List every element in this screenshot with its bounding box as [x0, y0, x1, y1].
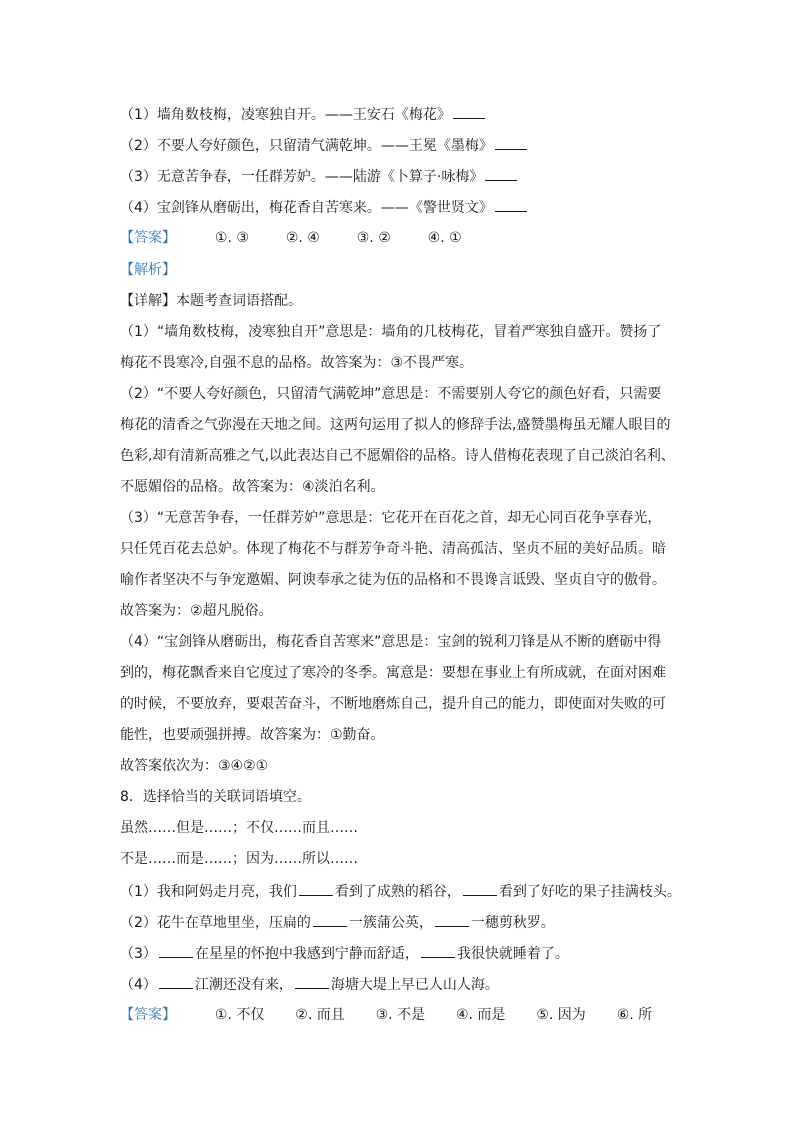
- explanation-line: 不愿媚俗的品格。故答案为：④淡泊名利。: [120, 479, 385, 495]
- answer-blank: [495, 135, 527, 150]
- matching-item-4: （4）宝剑锋从磨砺出，梅花香自苦寒来。——《警世贤文》: [120, 197, 527, 217]
- explanation-line: 梅花的清香之气弥漫在天地之间。这两句运用了拟人的修辞手法,盛赞墨梅虽无耀人眼目的: [120, 417, 671, 433]
- answer-blank: [313, 912, 347, 927]
- matching-item-1: （1）墙角数枝梅，凌寒独自开。——王安石《梅花》: [120, 104, 485, 124]
- fill-item-1: （1）我和阿妈走月亮，我们 看到了成熟的稻谷， 看到了好吃的果子挂满枝头。: [120, 881, 681, 901]
- conjunction-options: 虽然……但是……；不仅……而且……: [120, 820, 358, 836]
- explanation-line: 色彩,却有清新高雅之气,以此表达自己不愿媚俗的品格。诗人借梅花表现了自己淡泊名利、: [120, 448, 675, 464]
- explanation-line: （4）“宝剑锋从磨砺出，梅花香自苦寒来”意思是：宝剑的锐利刀锋是从不断的磨砺中得: [120, 634, 662, 650]
- detail-heading: 【详解】本题考查词语搭配。: [120, 293, 302, 309]
- analysis-heading: 【解析】: [120, 262, 176, 278]
- answer-row-1: [120, 229, 462, 247]
- matching-item-2: （2）不要人夸好颜色，只留清气满乾坤。——王冕《墨梅》: [120, 135, 527, 155]
- answer-blank: [299, 881, 333, 896]
- answer-tag: 【答案】: [120, 230, 176, 246]
- explanation-line: 能性，也要顽强拼搏。故答案为：①勤奋。: [120, 727, 385, 743]
- answer-blank: [295, 974, 329, 989]
- explanation-line: （2）“不要人夸好颜色，只留清气满乾坤”意思是：不需要别人夸它的颜色好看，只需要: [120, 386, 662, 402]
- answer-row-2: [120, 1006, 652, 1024]
- explanation-line: 只任凭百花去总妒。体现了梅花不与群芳争奇斗艳、清高孤洁、坚贞不屈的美好品质。暗: [120, 541, 666, 557]
- explanation-line: 到的，梅花飘香来自它度过了寒冷的冬季。寓意是：要想在事业上有所成就，在面对困难: [120, 665, 666, 681]
- answer-item: ④. 而是: [455, 1007, 506, 1023]
- answer-item: ③. ②: [356, 230, 391, 246]
- explanation-line: 的时候，不要放弃，要艰苦奋斗，不断地磨炼自己，提升自己的能力，即使面对失败的可: [120, 696, 666, 712]
- matching-item-3: （3）无意苦争春，一任群芳妒。——陆游《卜算子·咏梅》: [120, 166, 517, 186]
- answer-blank: [159, 943, 193, 958]
- answer-blank: [495, 197, 527, 212]
- explanation-line: （3）“无意苦争春，一任群芳妒”意思是：它花开在百花之首，却无心同百花争享春光，: [120, 510, 662, 526]
- conjunction-options: 不是……而是……；因为……所以……: [120, 851, 358, 867]
- fill-item-4: （4） 江潮还没有来， 海塘大堤上早已人山人海。: [120, 974, 499, 994]
- summary-line: 故答案依次为：③④②①: [120, 758, 269, 774]
- answer-item: ⑤. 因为: [536, 1007, 586, 1023]
- explanation-line: （1）“墙角数枝梅，凌寒独自开”意思是：墙角的几枝梅花，冒着严寒独自盛开。赞扬了: [120, 324, 662, 340]
- answer-blank: [435, 912, 469, 927]
- answer-blank: [453, 104, 485, 119]
- answer-blank: [421, 943, 455, 958]
- answer-item: ④. ①: [427, 230, 462, 246]
- answer-blank: [485, 166, 517, 181]
- answer-item: ①. ③: [214, 230, 249, 246]
- answer-item: ⑥. 所: [616, 1007, 653, 1023]
- question-title: 8．选择恰当的关联词语填空。: [120, 789, 311, 805]
- fill-item-3: （3） 在星星的怀抱中我感到宁静而舒适， 我很快就睡着了。: [120, 943, 569, 963]
- explanation-line: 梅花不畏寒冷,自强不息的品格。故答案为：③不畏严寒。: [120, 355, 473, 371]
- answer-item: ①. 不仅: [214, 1007, 265, 1023]
- explanation-line: 故答案为：②超凡脱俗。: [120, 603, 273, 619]
- answer-item: ③. 不是: [375, 1007, 426, 1023]
- fill-item-2: （2）花牛在草地里坐，压扁的 一簇蒲公英， 一穗剪秋罗。: [120, 912, 555, 932]
- answer-blank: [159, 974, 193, 989]
- answer-item: ②. ④: [285, 230, 320, 246]
- answer-item: ②. 而且: [295, 1007, 345, 1023]
- answer-blank: [463, 881, 497, 896]
- explanation-line: 喻作者坚决不与争宠邀媚、阿谀奉承之徒为伍的品格和不畏谗言诋毁、坚贞自守的傲骨。: [120, 572, 666, 588]
- answer-tag: 【答案】: [120, 1007, 176, 1023]
